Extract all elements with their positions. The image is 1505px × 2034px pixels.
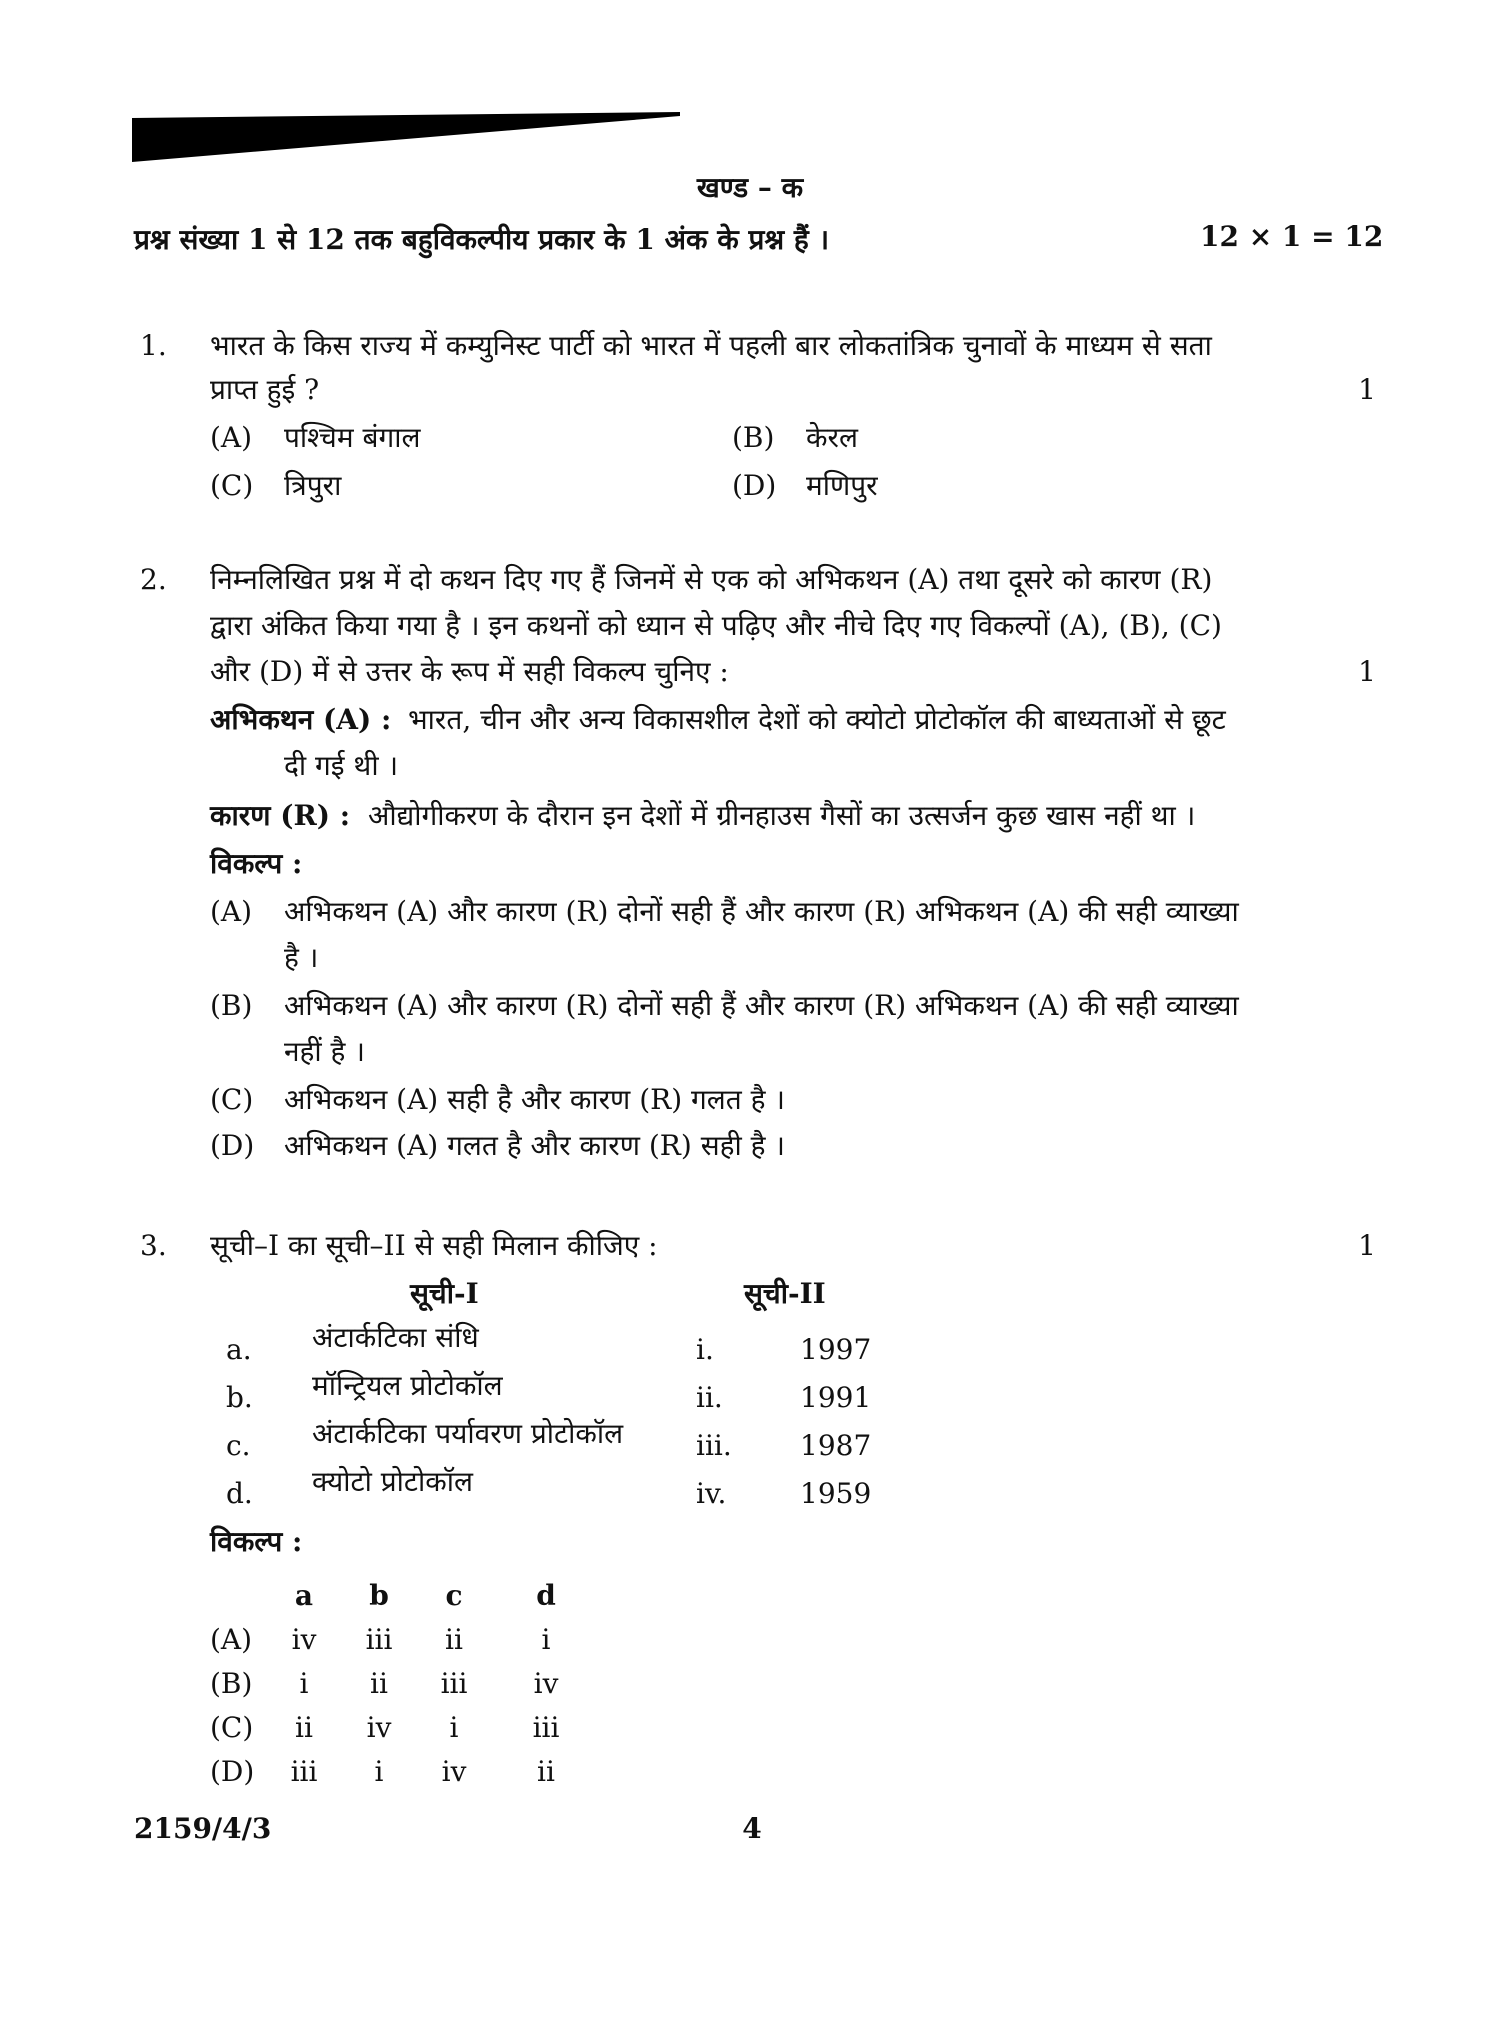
table-cell: iii (290, 1755, 318, 1788)
table-cell: ii (370, 1667, 388, 1700)
table-header-a: a (294, 1579, 314, 1612)
list-1-key: d. (226, 1477, 253, 1510)
table-cell: iii (440, 1667, 468, 1700)
question-number: 2. (140, 563, 167, 596)
list-2-key: iii. (696, 1429, 732, 1462)
question-text: द्वारा अंकित किया गया है । इन कथनों को ध्यान से पढ़िए और नीचे दिए गए विकल्पों (A), (B), (C) (210, 609, 1222, 642)
table-cell: iii (365, 1623, 393, 1656)
option-text: केरल (806, 421, 858, 454)
redaction-bar (132, 112, 680, 162)
paper-code: 2159/4/3 (134, 1812, 272, 1845)
list-1-item: अंटार्कटिका पर्यावरण प्रोटोकॉल (312, 1417, 624, 1450)
option-key: (A) (210, 421, 253, 454)
option-key: (B) (732, 421, 775, 454)
list-2-heading: सूची-II (744, 1277, 826, 1310)
option-text: अभिकथन (A) सही है और कारण (R) गलत है । (284, 1083, 786, 1116)
table-cell: i (374, 1755, 384, 1788)
options-label: विकल्प : (210, 847, 303, 880)
list-1-item: क्योटो प्रोटोकॉल (312, 1465, 474, 1498)
table-cell: i (541, 1623, 551, 1656)
table-cell: ii (295, 1711, 313, 1744)
option-key: (C) (210, 1711, 254, 1744)
question-marks: 1 (1358, 655, 1376, 688)
table-cell: ii (445, 1623, 463, 1656)
list-2-key: iv. (696, 1477, 727, 1510)
option-text: अभिकथन (A) गलत है और कारण (R) सही है । (284, 1129, 786, 1162)
reason-label: कारण (R) : (210, 799, 351, 832)
option-key: (C) (210, 1083, 254, 1116)
question-text: सूची–I का सूची–II से सही मिलान कीजिए : (210, 1229, 658, 1262)
option-key: (C) (210, 469, 254, 502)
reason-text: औद्योगीकरण के दौरान इन देशों में ग्रीनहाउस गैसों का उत्सर्जन कुछ खास नहीं था । (368, 799, 1196, 832)
table-cell: iv (366, 1711, 392, 1744)
marks-total: 12 × 1 = 12 (1200, 220, 1384, 253)
list-1-key: b. (226, 1381, 253, 1414)
option-text: त्रिपुरा (284, 469, 342, 502)
option-text: मणिपुर (806, 469, 878, 502)
option-key: (D) (210, 1129, 255, 1162)
list-2-item: 1991 (800, 1381, 872, 1414)
option-text: नहीं है । (284, 1035, 365, 1068)
list-1-item: अंटार्कटिका संधि (312, 1321, 479, 1354)
list-1-heading: सूची-I (410, 1277, 479, 1310)
list-2-item: 1959 (800, 1477, 872, 1510)
table-cell: i (449, 1711, 459, 1744)
option-key: (A) (210, 1623, 253, 1656)
page-number: 4 (742, 1812, 762, 1845)
assertion-label: अभिकथन (A) : (210, 703, 392, 736)
list-1-key: c. (226, 1429, 251, 1462)
option-key: (B) (210, 1667, 253, 1700)
list-1-key: a. (226, 1333, 252, 1366)
list-2-item: 1987 (800, 1429, 872, 1462)
table-cell: iv (441, 1755, 467, 1788)
table-cell: ii (537, 1755, 555, 1788)
question-marks: 1 (1358, 1229, 1376, 1262)
options-label: विकल्प : (210, 1525, 303, 1558)
assertion-text: दी गई थी । (284, 749, 399, 782)
option-text: है । (284, 941, 319, 974)
question-number: 1. (140, 329, 167, 362)
option-text: पश्चिम बंगाल (284, 421, 421, 454)
option-text: अभिकथन (A) और कारण (R) दोनों सही हैं और कारण (R) अभिकथन (A) की सही व्याख्या (284, 895, 1239, 928)
table-header-c: c (445, 1579, 463, 1612)
section-title: खण्ड – क (696, 171, 804, 204)
question-marks: 1 (1358, 373, 1376, 406)
list-2-key: i. (696, 1333, 714, 1366)
section-instruction: प्रश्न संख्या 1 से 12 तक बहुविकल्पीय प्रकार के 1 अंक के प्रश्न हैं । (134, 223, 830, 256)
table-cell: i (299, 1667, 309, 1700)
option-key: (D) (732, 469, 777, 502)
list-1-item: मॉन्ट्रियल प्रोटोकॉल (312, 1369, 503, 1402)
option-key: (B) (210, 989, 253, 1022)
question-text: भारत के किस राज्य में कम्युनिस्ट पार्टी को भारत में पहली बार लोकतांत्रिक चुनावों के माध्यम से सता (210, 329, 1212, 362)
option-key: (A) (210, 895, 253, 928)
table-header-d: d (536, 1579, 556, 1612)
question-number: 3. (140, 1229, 167, 1262)
assertion-text: भारत, चीन और अन्य विकासशील देशों को क्योटो प्रोटोकॉल की बाध्यताओं से छूट (408, 703, 1226, 736)
list-2-key: ii. (696, 1381, 723, 1414)
question-text: निम्नलिखित प्रश्न में दो कथन दिए गए हैं जिनमें से एक को अभिकथन (A) तथा दूसरे को कारण (R) (210, 563, 1213, 596)
table-cell: iv (291, 1623, 317, 1656)
list-2-item: 1997 (800, 1333, 872, 1366)
option-key: (D) (210, 1755, 255, 1788)
table-header-b: b (369, 1579, 389, 1612)
option-text: अभिकथन (A) और कारण (R) दोनों सही हैं और कारण (R) अभिकथन (A) की सही व्याख्या (284, 989, 1239, 1022)
question-text: और (D) में से उत्तर के रूप में सही विकल्प चुनिए : (210, 655, 729, 688)
table-cell: iv (533, 1667, 559, 1700)
table-cell: iii (532, 1711, 560, 1744)
question-text: प्राप्त हुई ? (210, 373, 320, 406)
